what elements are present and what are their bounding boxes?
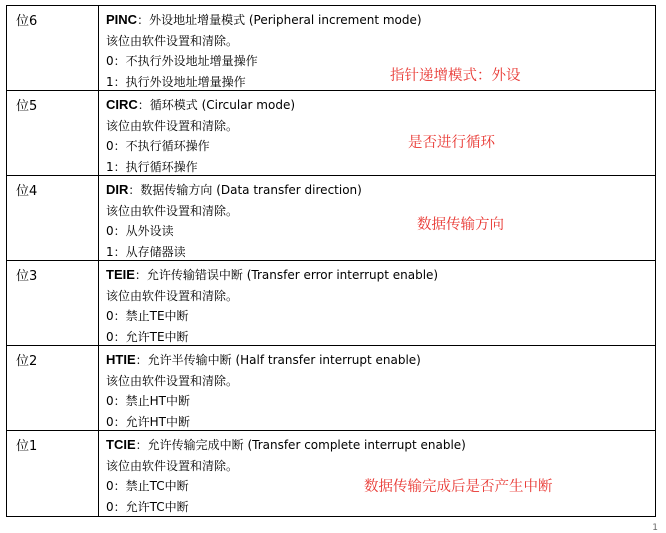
bit-title-text: ：允许传输错误中断 (Transfer error interrupt enable) [134, 268, 439, 282]
column-divider [98, 261, 99, 345]
bit-option-0: 0：不执行外设地址增量操作 [106, 54, 258, 68]
annotation-note: 数据传输方向 [417, 217, 504, 233]
bit-title [106, 10, 651, 31]
bit-row-teie [6, 261, 656, 346]
bit-description [106, 265, 651, 347]
bit-title-text: ：外设地址增量模式 (Peripheral increment mode) [137, 13, 422, 27]
bit-option-1: 0：允许HT中断 [106, 414, 190, 429]
bit-desc: 该位由软件设置和清除。 [106, 203, 239, 218]
bit-option-0: 0：不执行循环操作 [106, 139, 210, 153]
bit-number: 位1 [16, 439, 38, 454]
bit-option-1: 1：执行外设地址增量操作 [106, 74, 246, 89]
bit-description [106, 10, 651, 92]
bit-title [106, 180, 651, 201]
bit-desc: 该位由软件设置和清除。 [106, 373, 239, 388]
bit-option-1: 0：允许TC中断 [106, 499, 189, 514]
bit-desc: 该位由软件设置和清除。 [106, 288, 239, 303]
bit-description [106, 95, 651, 177]
bit-number: 位4 [16, 184, 38, 199]
column-divider [98, 91, 99, 175]
bit-title [106, 435, 651, 456]
bit-desc: 该位由软件设置和清除。 [106, 458, 239, 473]
bit-row-htie [6, 346, 656, 431]
bit-title-text: ：允许半传输中断 (Half transfer interrupt enable) [135, 353, 421, 367]
bit-row-tcie [6, 431, 656, 517]
annotation-note: 指针递增模式：外设 [390, 68, 521, 84]
bit-abbr: HTIE [106, 352, 136, 367]
bit-description [106, 180, 651, 262]
bit-row-circ [6, 91, 656, 176]
bit-number: 位5 [16, 99, 38, 114]
bit-abbr: CIRC [106, 97, 138, 112]
bit-title [106, 95, 651, 116]
bit-desc: 该位由软件设置和清除。 [106, 118, 239, 133]
bit-option-0: 0：禁止TE中断 [106, 309, 189, 323]
bit-option-0: 0：禁止TC中断 [106, 479, 189, 493]
column-divider [98, 6, 99, 90]
bit-description [106, 350, 651, 432]
page-footer-mark: 1 [652, 523, 658, 533]
bit-title [106, 350, 651, 371]
bit-title-text: ：数据传输方向 (Data transfer direction) [128, 183, 362, 197]
annotation-note: 是否进行循环 [408, 135, 495, 151]
bit-title-text: ：循环模式 (Circular mode) [137, 98, 296, 112]
bit-title-text: ：允许传输完成中断 (Transfer complete interrupt enable) [135, 438, 466, 452]
bit-option-0: 0：禁止HT中断 [106, 394, 190, 408]
bit-number: 位2 [16, 354, 38, 369]
bit-number: 位3 [16, 269, 38, 284]
bit-title [106, 265, 651, 286]
column-divider [98, 176, 99, 260]
column-divider [98, 346, 99, 430]
column-divider [98, 431, 99, 516]
register-bit-table [6, 5, 656, 517]
bit-row-dir [6, 176, 656, 261]
bit-row-pinc [6, 6, 656, 91]
bit-abbr: PINC [106, 12, 138, 27]
bit-option-0: 0：从外设读 [106, 224, 174, 238]
bit-desc: 该位由软件设置和清除。 [106, 33, 239, 48]
bit-abbr: TEIE [106, 267, 135, 282]
bit-abbr: DIR [106, 182, 129, 197]
annotation-note: 数据传输完成后是否产生中断 [364, 479, 553, 495]
bit-option-1: 1：执行循环操作 [106, 159, 198, 174]
bit-number: 位6 [16, 14, 38, 29]
bit-option-1: 0：允许TE中断 [106, 329, 189, 344]
bit-abbr: TCIE [106, 437, 136, 452]
bit-option-1: 1：从存储器读 [106, 244, 186, 259]
